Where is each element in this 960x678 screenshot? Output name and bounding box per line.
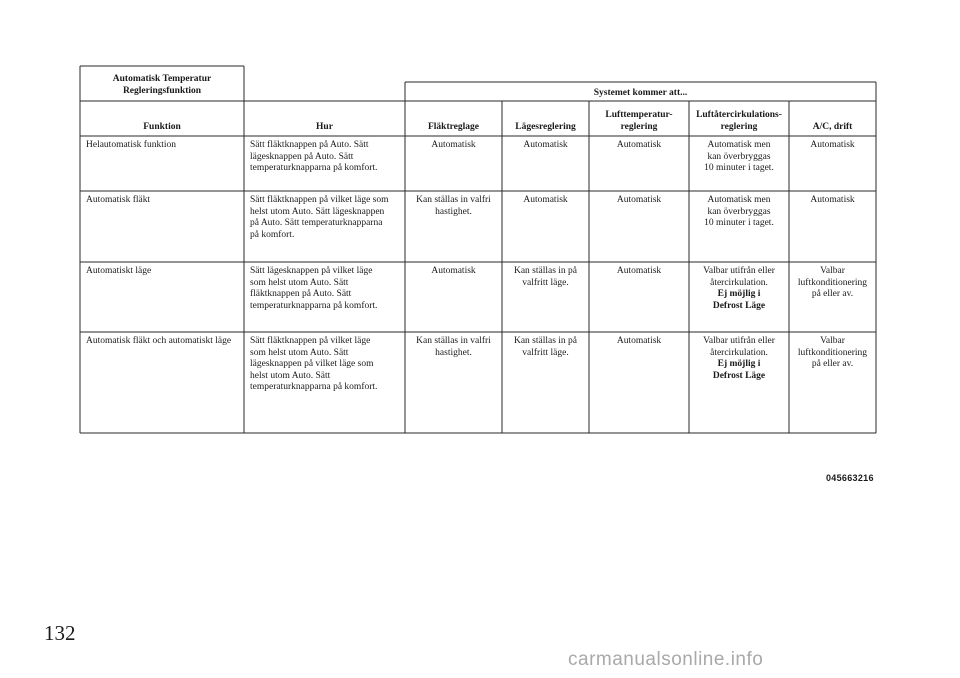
column-header-recirkulation: Luftåtercirkulations- reglering [696,110,782,132]
cell-lagesreglering-row-1: Automatisk [523,140,568,150]
cell-recirkulation-row-4: Valbar utifrån eller återcirkulation. Ej möjlig i Defrost Läge [703,336,775,381]
cell-ac-drift-row-4: Valbar luftkonditionering på eller av. [797,336,868,369]
column-header-flaktreglage: Fläktreglage [427,121,479,132]
cell-recirkulation-row-1: Automatisk men kan överbryggas 10 minuter i taget. [704,140,774,173]
cell-lagesreglering-row-3: Kan ställas in på valfritt läge. [513,266,578,288]
cell-lufttemperatur-row-1: Automatisk [616,140,662,150]
column-header-hur: Hur [316,121,333,132]
cell-funktion-row-1: Helautomatisk funktion [86,140,176,150]
group-header-system: Systemet kommer att... [593,88,688,98]
page-number: 132 [44,621,76,645]
figure-code: 045663216 [826,473,874,483]
cell-lufttemperatur-row-4: Automatisk [616,336,662,346]
column-header-lufttemperatur: Lufttemperatur- reglering [605,110,673,132]
cell-lagesreglering-row-4: Kan ställas in på valfritt läge. [513,336,578,358]
column-header-ac-drift: A/C, drift [812,121,853,132]
cell-hur-row-3: Sätt lägesknappen på vilket läge som helst utom Auto. Sätt fläktknappen på Auto. Sätt temperaturknapparna på komfort. [250,266,378,311]
cell-recirkulation-row-3: Valbar utifrån eller återcirkulation. Ej möjlig i Defrost Läge [703,266,775,311]
cell-flaktreglage-row-4: Kan ställas in valfri hastighet. [416,336,491,358]
cell-flaktreglage-row-3: Automatisk [431,266,476,276]
cell-hur-row-1: Sätt fläktknappen på Auto. Sätt lägesknappen på Auto. Sätt temperaturknapparna på komfort. [250,140,378,173]
cell-funktion-row-2: Automatisk fläkt [86,195,151,205]
cell-ac-drift-row-1: Automatisk [810,140,855,150]
cell-recirkulation-row-2: Automatisk men kan överbryggas 10 minuter i taget. [704,195,774,228]
cell-ac-drift-row-3: Valbar luftkonditionering på eller av. [797,266,868,299]
cell-lufttemperatur-row-3: Automatisk [616,266,662,276]
cell-funktion-row-4: Automatisk fläkt och automatiskt läge [86,336,232,346]
cell-flaktreglage-row-2: Kan ställas in valfri hastighet. [416,195,491,217]
column-header-lagesreglering: Lägesreglering [515,121,576,132]
cell-flaktreglage-row-1: Automatisk [431,140,476,150]
cell-funktion-row-3: Automatiskt läge [86,266,152,276]
cell-hur-row-4: Sätt fläktknappen på vilket läge som helst utom Auto. Sätt lägesknappen på vilket läge som helst utom Auto. Sätt temperaturknapparna på komfort. [250,336,378,392]
watermark: carmanualsonline.info [568,649,764,670]
cell-ac-drift-row-2: Automatisk [810,195,855,205]
group-header-function: Automatisk Temperatur Regleringsfunktion [112,74,212,96]
cell-lagesreglering-row-2: Automatisk [523,195,568,205]
cell-hur-row-2: Sätt fläktknappen på vilket läge som helst utom Auto. Sätt lägesknappen på Auto. Sätt temperaturknapparna på komfort. [250,195,389,240]
column-header-funktion: Funktion [143,121,181,132]
cell-lufttemperatur-row-2: Automatisk [616,195,662,205]
